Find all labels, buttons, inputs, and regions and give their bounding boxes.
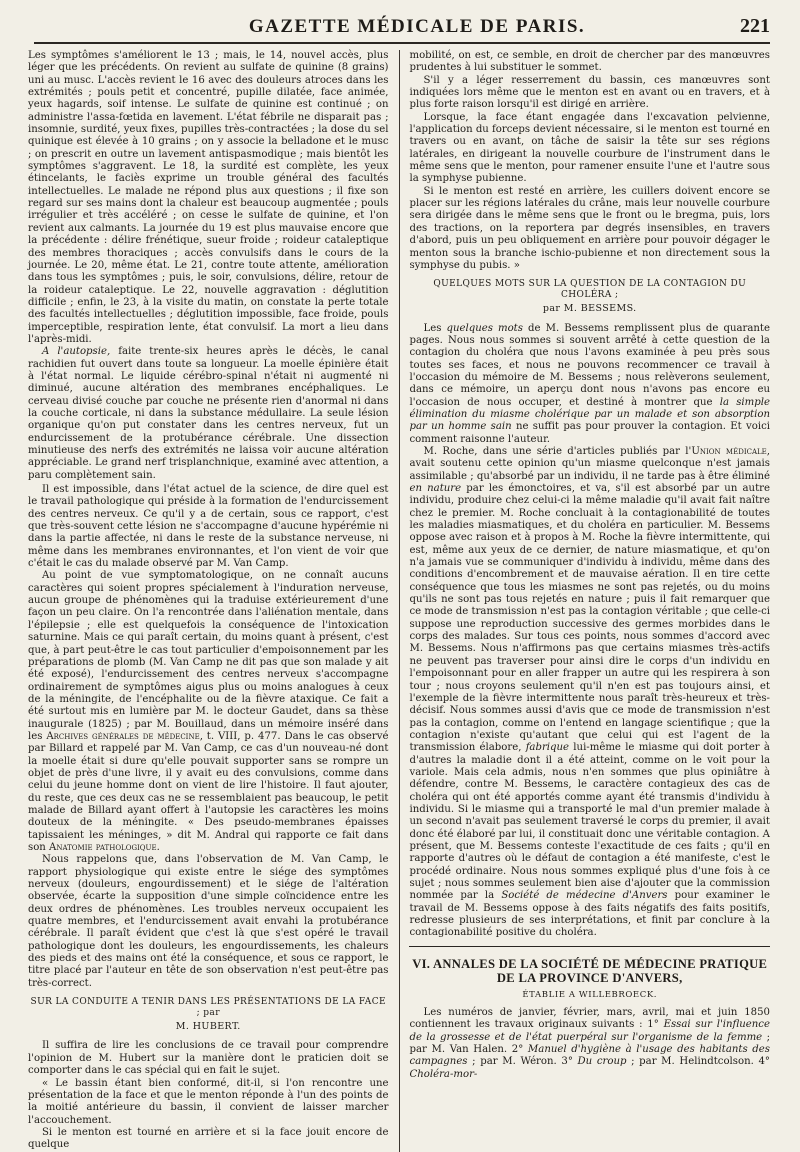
paragraph: Nous rappelons que, dans l'observation de M. Van Camp, le rapport physiologique qui existe entre le siége des symptômes nerveux (douleurs, engourdissement) et le siége de l'altération observée, écarte la supposition d'une simple coïncidence entre les deux ordres de phénomènes. Les troubles nerveux occupaient les quatre membres, et l'endurcissement avait envahi la protubérance cérébrale. Il paraît évident que c'est là que s'est opéré le travail pathologique dont les douleurs, les engourdissements, les chaleurs des pieds et des mains ont été la conséquence, et sous ce rapport, le titre placé par l'auteur en tête de son observation n'est peut-être pas très-correct.: [28, 854, 389, 989]
paragraph-text: Les numéros de janvier, février, mars, avril, mai et juin 1850 contiennent les travaux originaux suivants : 1°: [409, 1007, 770, 1031]
paragraph: [409, 323, 770, 446]
book-title: Anatomie pathologique: [49, 842, 157, 853]
section-author: M. HUBERT.: [175, 1021, 241, 1033]
paragraph: Les symptômes s'améliorent le 13 ; mais, le 14, nouvel accès, plus léger que les précédents. On revient au sulfate de quinine (8 grains) uni au musc. L'accès revient le 16 avec des douleurs atroces dans les extrémités ; pouls petit et concentré, pupille dilatée, face animée, yeux hagards, soif intense. Le sulfate de quinine est continué ; on administre l'assa-fœtida en lavement. L'état fébrile ne disparait pas ; insomnie, surdité, yeux fixes, pupilles très-contractées ; la dose du sel quinique est élevée à 10 grains ; on y associe la belladone et le musc ; on prescrit en outre un lavement antispasmodique ; mais bientôt les symptômes s'aggravent. Le 18, la surdité est complète, les yeux étincelants, le faciès exprime un trouble général des facultés intellectuelles. Le malade ne répond plus aux questions ; il fixe son regard sur ses mains dont la chaleur est beaucoup augmentée ; pouls irrégulier et très accéléré ; on cesse le sulfate de quinine, et l'on revient aux calmants. La journée du 19 est plus mauvaise encore que la précédente : délire frénétique, sueur froide ; roideur cataleptique des membres thoraciques ; accès convulsifs dans le cours de la journée. Le 20, même état. Le 21, contre toute attente, amélioration dans tous les symptômes ; puis, le soir, convulsions, délire, retour de la roideur cataleptique. Le 22, nouvelle aggravation : déglutition difficile ; enfin, le 23, à la visite du matin, on constate la perte totale des facultés intellectuelles ; déglutition impossible, face froide, pouls imperceptible, respiration lente, état convulsif. La mort a lieu dans l'après-midi.: [28, 50, 389, 345]
right-column: [409, 50, 770, 1152]
paragraph-text: M. Roche, dans une série d'articles publiés par l': [423, 445, 692, 457]
journal-name: Union médicale: [691, 445, 767, 457]
annales-title-line-1: VI. ANNALES DE LA SOCIÉTÉ DE MÉDECINE PRATIQUE: [412, 956, 768, 971]
paragraph-text: , avait soutenu cette opinion qu'un miasme quelconque n'est jamais assimilable ; qu'absorbé par un individu, il ne tarde pas à être éliminé: [409, 445, 770, 482]
paragraph: mobilité, on est, ce semble, en droit de chercher par des manœuvres prudentes à lui substituer le sommet.: [409, 50, 770, 74]
paragraph: [28, 346, 389, 482]
paragraph: « Le bassin étant bien conformé, dit-il, si l'on rencontre une présentation de la face et que le menton réponde à l'un des points de la moitié antérieure du bassin, il convient de laisser marcher l'accouchement.: [28, 1077, 389, 1126]
emphasis: quelques mots: [446, 322, 523, 334]
paragraph-text: , t. VIII, p. 477. Dans le cas observé par Billard et rappelé par M. Van Camp, ce cas d'un nouveau-né dont la moelle était si dure qu'elle pouvait supporter sans se rompre un objet de près d'une livre, il y avait eu des convulsions, comme dans celui du jeune homme dont on vient de lire l'histoire. Il faut ajouter, du reste, que ces deux cas ne se ressemblaient pas beaucoup, le petit malade de Billard ayant offert à l'autopsie les caractères les moins douteux de la méningite. « Des pseudo-membranes épaisses tapissaient les méninges, » dit M. Andral qui rapporte ce fait dans son: [28, 730, 389, 853]
emphasis: Manuel d'hygiène à l'usage des habitants des campagnes: [409, 1044, 770, 1068]
paragraph-text: de M. Bessems remplissent plus de quarante pages. Nous nous sommes si souvent arrêté à cette question de la contagion du choléra que nous l'avons examinée à peu près sous toutes ses faces, et nous ne pouvons recommencer ce travail à l'occasion du mémoire de M. Bessems ; nous relèverons seulement, dans ce mémoire, un aperçu dont nous n'avons pas encore eu l'occasion de nous occuper, et destiné à montrer que: [409, 322, 770, 408]
gazette-title: GAZETTE MÉDICALE DE PARIS.: [248, 16, 586, 37]
paragraph: Si le menton est tourné en arrière et si la face jouit encore de quelque: [28, 1126, 389, 1151]
section-heading: QUELQUES MOTS SUR LA QUESTION DE LA CONTAGION DU CHOLÉRA ;: [433, 279, 747, 301]
two-column-body: [28, 50, 770, 1152]
paragraph-text: pour examiner le travail de M. Bessems oppose à des faits négatifs des faits positifs, redresse plusieurs de ses interprétations, et finit par conclure à la contagionabilité positive du choléra.: [409, 890, 770, 939]
page-number: 221: [740, 15, 770, 37]
section-rule: [409, 946, 770, 947]
paragraph-text: Au point de vue symptomatologique, on ne connaît aucuns caractères qui soient propres spécialement à l'induration nerveuse, aucun groupe de phénomènes qui la traduise extérieurement d'une façon un peu claire. On l'a rencontrée dans l'aliénation mentale, dans l'épilepsie ; elle est quelquefois la conséquence de l'intoxication saturnine. Mais ce qui paraît certain, du moins quant à présent, c'est que, à part peut-être le cas tout particulier d'empoisonnement par les préparations de plomb (M. Van Camp ne dit pas que son malade y ait été exposé), l'endurcissement des centres nerveux s'accompagne ordinairement de symptômes aigus plus ou moins analogues à ceux de la méningite, de l'encéphalite ou de la fièvre ataxique. Ce fait a été surtout mis en lumière par M. le docteur Gaudet, dans sa thèse inaugurale (1825) ; par M. Bouillaud, dans un mémoire inséré dans les: [28, 570, 389, 742]
paragraph: Si le menton est resté en arrière, les cuillers doivent encore se placer sur les régions latérales du crâne, mais leur nouvelle courbure sera dirigée dans le même sens que le front ou le bregma, puis, lors des tractions, on la reportera par degrés insensibles, en travers d'abord, puis un peu obliquement en arrière pour pouvoir dégager le menton sous la branche ischio-pubienne et non directement sous la symphyse du pubis. »: [409, 185, 770, 271]
paragraph-text: ; par M. Wéron. 3°: [467, 1056, 578, 1068]
annales-title-line-2: DE LA PROVINCE D'ANVERS,: [496, 970, 683, 985]
paragraph: [409, 1007, 770, 1081]
emphasis: Essai sur l'influence de la grossesse et de l'état puerpéral sur l'organisme de la femme: [409, 1019, 770, 1043]
paragraph-text: ; par M. Helindtcolson. 4°: [626, 1056, 770, 1068]
annales-subtitle: ÉTABLIE A WILLEBROECK.: [522, 989, 658, 1000]
emphasis: Société de médecine d'Anvers: [501, 890, 668, 902]
paragraph: Il est impossible, dans l'état actuel de la science, de dire quel est le travail pathologique qui préside à la formation de l'endurcissement des centres nerveux. Ce qu'il y a de certain, sous ce rapport, c'est que très-souvent cette lésion ne s'accompagne d'aucune hypérémie ni dans la partie affectée, ni dans le reste de la substance nerveuse, ni même dans les membranes environnantes, et l'on vient de voir que c'était le cas du malade observé par M. Van Camp.: [28, 484, 389, 570]
paragraph: S'il y a léger resserrement du bassin, ces manœuvres sont indiquées lors même que le menton est en avant ou en travers, et à plus forte raison lorsqu'il est dirigé en arrière.: [409, 74, 770, 111]
emphasis: fabrique: [525, 742, 570, 754]
emphasis: Choléra-mor-: [409, 1068, 478, 1080]
section-author: par M. BESSEMS.: [542, 303, 637, 315]
journal-name: Archives générales de médecine: [46, 730, 200, 742]
paragraph: Lorsque, la face étant engagée dans l'excavation pelvienne, l'application du forceps devient nécessaire, si le menton est tourné en travers ou en avant, on tâche de saisir la tête sur ses régions latérales, en dirigeant la nouvelle courbure de l'instrument dans le même sens que le menton, pour ramener ensuite l'une et l'autre sous la symphyse pubienne.: [409, 111, 770, 185]
column-divider: [399, 50, 400, 1152]
emphasis: la simple élimination du miasme cholérique par un malade et son absorption par un homme sain: [409, 396, 770, 433]
emphasis: Du croup: [577, 1056, 627, 1068]
paragraph: Il suffira de lire les conclusions de ce travail pour comprendre l'opinion de M. Hubert sur la manière dont le praticien doit se comporter dans le cas spécial qui en fait le sujet.: [28, 1040, 389, 1077]
paragraph-text: ne suffit pas pour prouver la contagion. Et voici comment raisonne l'auteur.: [409, 421, 770, 445]
paragraph-text: Les: [423, 322, 447, 334]
paragraph: [28, 570, 389, 854]
paragraph-text: faite trente-six heures après le décès, le canal rachidien fut ouvert dans toute sa longueur. La moelle épinière était à l'état normal. Le liquide cérébro-spinal n'était ni augmenté ni diminué, aucune altération des membranes encéphaliques. Le cerveau divisé couche par couche ne présente rien d'anormal ni dans la couche corticale, ni dans la substance médullaire. La seule lésion organique qu'on put constater dans les centres nerveux, fut un endurcissement de la protubérance cérébrale. Une dissection minutieuse des nerfs des extrémités ne laissa voir aucune altération appréciable. Le grand nerf trisplanchnique, examiné avec attention, a paru complètement sain.: [28, 346, 389, 481]
section-heading: SUR LA CONDUITE A TENIR DANS LES PRÉSENTATIONS DE LA FACE ; par: [30, 997, 386, 1019]
autopsy-label: A l'autopsie,: [42, 346, 111, 358]
paragraph: [409, 446, 770, 940]
left-column: [28, 50, 389, 1152]
paragraph-text: par les émonctoires, et va, s'il est absorbé par un autre individu, produire chez celui-ci la même maladie qu'il avait fait naître chez le premier. M. Roche concluait à la contagionabilité de toutes les maladies miasmatiques, et du choléra en particulier. M. Bessems oppose avec raison et à propos à M. Roche la fièvre intermittente, qui est, même aux yeux de ce dernier, de nature miasmatique, et qu'on n'a jamais vue se communiquer d'individu à individu, même dans des conditions d'encombrement et de mauvaise aération. Il en tire cette conséquence que tous les miasmes ne sont pas rejetés, ou du moins qu'ils ne sont pas tous rejetés en nature ; puis il fait remarquer que ce mode de transmission n'est pas la contagion véritable ; que celle-ci suppose une reproduction successive des germes morbides dans le corps des malades. Sur tous ces points, nous sommes d'accord avec M. Bessems. Nous n'affirmons pas que certains miasmes très-actifs ne peuvent pas traverser pour ainsi dire le corps d'un individu en l'empoisonnant pour en aller frapper un autre qui les respirera à son tour ; nous croyons seulement qu'il n'en est pas toujours ainsi, et l'exemple de la fièvre intermittente nous paraît très-heureux et très-décisif. Nous sommes aussi d'avis que ce mode de transmission n'est pas la contagion, comme on l'entend en langage scientifique ; que la contagion n'existe qu'autant que celui qui est l'agent de la transmission élabore,: [409, 483, 770, 754]
annales-heading: [409, 957, 770, 985]
paragraph-text: .: [156, 842, 160, 853]
emphasis: en nature: [409, 483, 462, 494]
paragraph-text: lui-même le miasme qui doit porter à d'autres la maladie dont il a été atteint, comme on le voit pour la variole. Mais cela admis, nous n'en sommes que plus opiniâtre à défendre, contre M. Bessems, le caractère contagieux des cas de choléra qui ont été apportés comme ayant été transmis d'individu à individu. Si le miasme qui a transporté le mal d'un premier malade à un second n'avait pas seulement traversé le corps du premier, il avait donc été élaboré par lui, il constituait donc une véritable contagion. A présent, que M. Bessems conteste l'exactitude de ces faits ; qu'il en rapporte d'autres où le défaut de contagion a été manifeste, c'est le procédé ordinaire. Nous nous sommes expliqué plus d'une fois à ce sujet ; nous sommes seulement bien aise d'ajouter que la commission nommée par la: [409, 742, 770, 902]
paragraph-text: ; par M. Van Halen. 2°: [409, 1031, 770, 1056]
page-header: [34, 14, 770, 44]
